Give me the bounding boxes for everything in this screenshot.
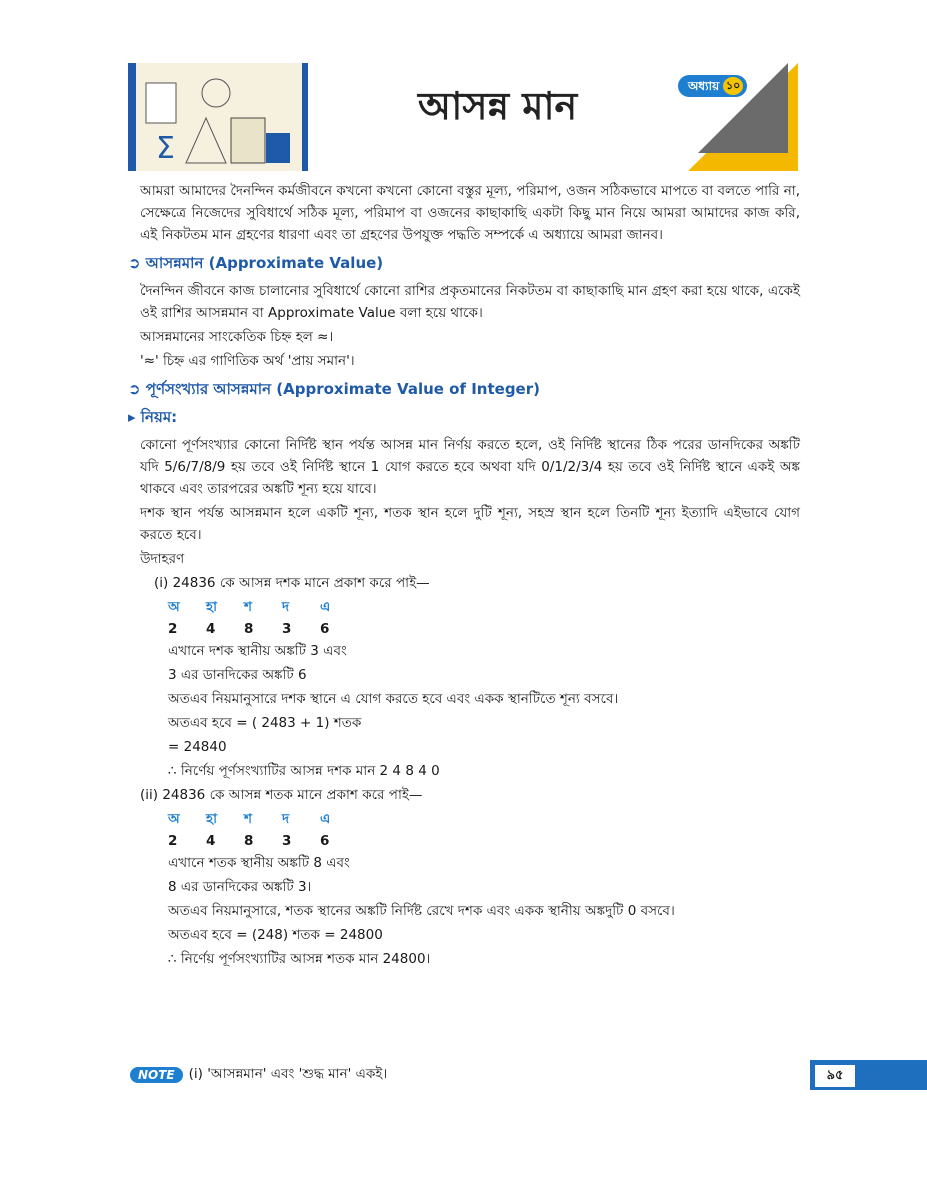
ex1-line-1: এখানে দশক স্থানীয় অঙ্কটি 3 এবং: [168, 643, 347, 659]
example-2-title: (ii) 24836 কে আসন্ন শতক মানে প্রকাশ করে পাই—: [140, 787, 423, 803]
math-illustration: [136, 63, 308, 171]
svg-text:Σ: Σ: [156, 131, 175, 166]
section-heading-integer: ➲ পূর্ণসংখ্যার আসন্নমান (Approximate Value of Integer): [128, 380, 540, 398]
ex1-line-5: = 24840: [168, 739, 227, 755]
digits-row-1: 2 4 8 3 6: [168, 621, 330, 637]
header-accent-bar: [128, 63, 136, 171]
place-labels-1: অ হা শ দ এ: [168, 599, 331, 615]
page-title: আসন্ন মান: [418, 84, 578, 128]
ex1-line-6: ∴ নির্ণেয় পূর্ণসংখ্যাটির আসন্ন দশক মান 2 4 8 4 0: [168, 763, 440, 779]
ex2-line-4: অতএব হবে = (248) শতক = 24800: [168, 927, 383, 943]
approx-definition: দৈনন্দিন জীবনে কাজ চালানোর সুবিধার্থে কোনো রাশির প্রকৃতমানের নিকটতম বা কাছাকাছি মান গ্রহণ করা হয়ে থাকে, একেই ওই রাশির আসন্নমান বা Approximate Value বলা হয়ে থাকে।: [140, 283, 800, 321]
note-row: [130, 1063, 387, 1086]
chapter-header: [128, 63, 798, 171]
intro-paragraph: আমরা আমাদের দৈনন্দিন কর্মজীবনে কখনো কখনো কোনো বস্তুর মূল্য, পরিমাপ, ওজন সঠিকভাবে মাপতে বা বলতে পারি না, সেক্ষেত্রে নিজেদের সুবিধার্থে সঠিক মূল্য, পরিমাপ বা ওজনের কাছাকাছি একটা কিছু মান নিয়ে আমরা আমাদের কাজ করি, এই নিকটতম মান গ্রহণের ধারণা এবং তা গ্রহণের উপযুক্ত পদ্ধতি সম্পর্কে এ অধ্যায়ে আমরা জানব।: [140, 183, 800, 243]
section-heading-approx: ➲ আসন্নমান (Approximate Value): [128, 254, 384, 272]
chapter-number: ১০: [723, 77, 743, 95]
rule-paragraph-1: কোনো পূর্ণসংখ্যার কোনো নির্দিষ্ট স্থান পর্যন্ত আসন্ন মান নির্ণয় করতে হলে, ওই নির্দিষ্ট স্থানের ঠিক পরের ডানদিকের অঙ্কটি যদি 5/6/7/8/9 হয় তবে ওই নির্দিষ্ট স্থানে 1 যোগ করতে হবে অথবা যদি 0/1/2/3/4 হয় তবে ওই নির্দিষ্ট স্থানে একই অঙ্ক থাকবে এবং তারপরের অঙ্কটি শূন্য হয়ে যাবে।: [140, 437, 800, 497]
rule-paragraph-2: দশক স্থান পর্যন্ত আসন্নমান হলে একটি শূন্য, শতক স্থান হলে দুটি শূন্য, সহস্র স্থান হলে তিনটি শূন্য ইত্যাদি এইভাবে যোগ করতে হবে।: [140, 505, 800, 543]
example-label: উদাহরণ: [140, 551, 185, 567]
ex2-line-5: ∴ নির্ণেয় পূর্ণসংখ্যাটির আসন্ন শতক মান 24800।: [168, 951, 431, 967]
main-content: [128, 180, 800, 972]
example-1-title: (i) 24836 কে আসন্ন দশক মানে প্রকাশ করে পাই—: [154, 575, 430, 591]
note-badge: NOTE: [130, 1067, 183, 1083]
note-text: (i) 'আসন্নমান' এবং 'শুদ্ধ মান' একই।: [188, 1066, 388, 1082]
ex1-line-2: 3 এর ডানদিকের অঙ্কটি 6: [168, 667, 307, 683]
page-number-bar: [810, 1060, 927, 1090]
approx-symbol: আসন্নমানের সাংকেতিক চিহ্ন হল ≈।: [140, 329, 334, 345]
corner-decoration: [688, 63, 798, 171]
digits-row-2: 2 4 8 3 6: [168, 833, 330, 849]
rule-heading: ▸ নিয়ম:: [128, 408, 178, 426]
ex2-line-2: 8 এর ডানদিকের অঙ্কটি 3।: [168, 879, 312, 895]
ex2-line-1: এখানে শতক স্থানীয় অঙ্কটি 8 এবং: [168, 855, 350, 871]
page-number: ৯৫: [814, 1064, 856, 1088]
ex2-line-3: অতএব নিয়মানুসারে, শতক স্থানের অঙ্কটি নির্দিষ্ট রেখে দশক এবং একক স্থানীয় অঙ্কদুটি 0 বসবে।: [168, 903, 675, 919]
chapter-label: অধ্যায়: [688, 79, 720, 93]
approx-meaning: '≈' চিহ্ন এর গাণিতিক অর্থ 'প্রায় সমান'।: [140, 353, 355, 369]
ex1-line-3: অতএব নিয়মানুসারে দশক স্থানে এ যোগ করতে হবে এবং একক স্থানটিতে শূন্য বসবে।: [168, 691, 619, 707]
place-labels-2: অ হা শ দ এ: [168, 811, 331, 827]
ex1-line-4: অতএব হবে = ( 2483 + 1) শতক: [168, 715, 362, 731]
